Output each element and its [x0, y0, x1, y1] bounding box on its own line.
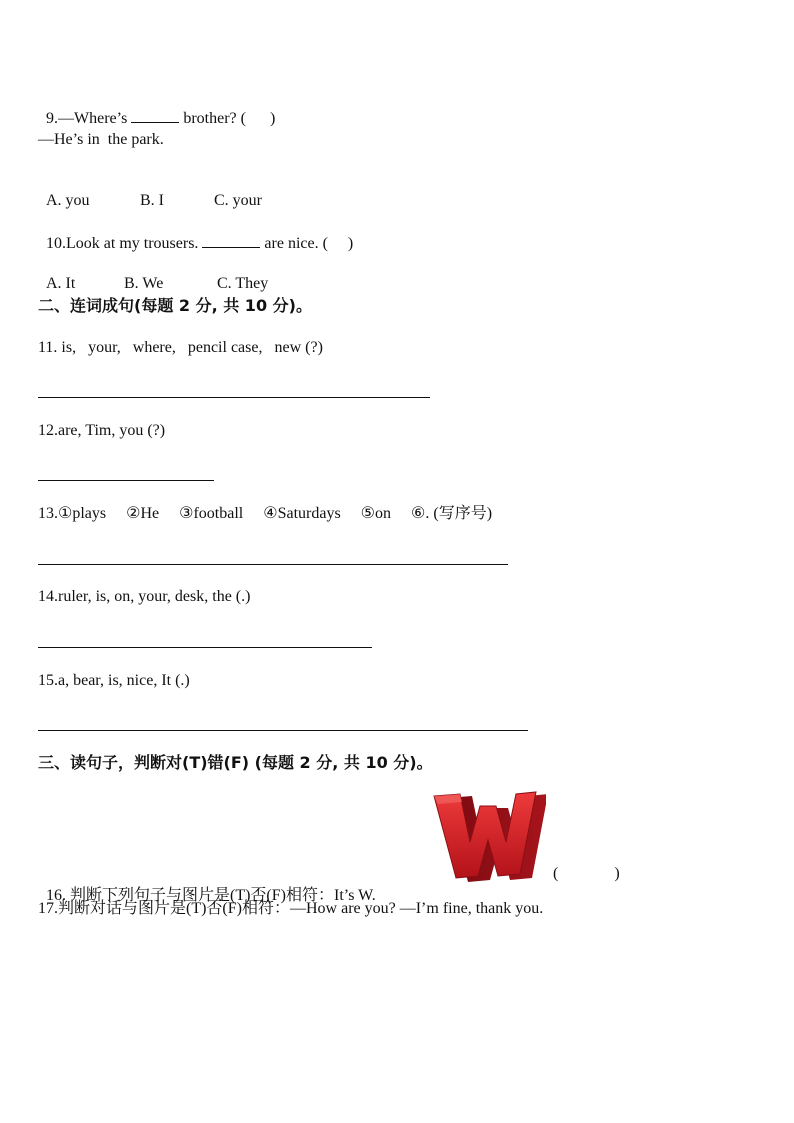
option-b: B. I — [140, 192, 164, 209]
question-16-answer-bracket[interactable]: ( ) — [553, 865, 620, 882]
question-13: 13.①plays ②He ③football ④Saturdays ⑤on ⑥. (写序号) — [38, 505, 493, 522]
option-c: C. your — [214, 192, 262, 209]
option-b: B. We — [124, 275, 164, 292]
answer-line[interactable] — [38, 730, 528, 731]
option-a: A. It — [46, 275, 76, 292]
question-17: 17.判断对话与图片是(T)否(F)相符：—How are you? —I’m fine, thank you. — [38, 900, 544, 917]
question-14: 14.ruler, is, on, your, desk, the (.) — [38, 588, 251, 605]
question-12: 12.are, Tim, you (?) — [38, 422, 166, 439]
letter-w-image — [430, 782, 546, 882]
answer-line[interactable] — [38, 397, 430, 398]
question-9-options — [38, 171, 262, 211]
answer-blank[interactable] — [202, 233, 260, 248]
option-a: A. you — [46, 192, 90, 209]
answer-blank[interactable] — [131, 108, 179, 123]
answer-line[interactable] — [38, 480, 214, 481]
answer-line[interactable] — [38, 647, 372, 648]
section-2-heading: 二、连词成句(每题 2 分, 共 10 分)。 — [38, 296, 312, 315]
question-16: 16. 判断下列句子与图片是(T)否(F)相符：It’s W. — [46, 887, 376, 904]
question-10: 10.Look at my trousers. are nice. ( ) — [46, 235, 354, 252]
question-9: 9.—Where’s brother? ( ) — [46, 110, 276, 127]
section-3-heading: 三、读句子，判断对(T)错(F) (每题 2 分, 共 10 分)。 — [38, 753, 433, 772]
option-c: C. They — [217, 275, 269, 292]
answer-line[interactable] — [38, 564, 508, 565]
question-9-answer: —He’s in the park. — [38, 131, 164, 148]
question-15: 15.a, bear, is, nice, It (.) — [38, 672, 190, 689]
question-11: 11. is, your, where, pencil case, new (?) — [38, 339, 323, 356]
question-10-options — [38, 254, 268, 294]
